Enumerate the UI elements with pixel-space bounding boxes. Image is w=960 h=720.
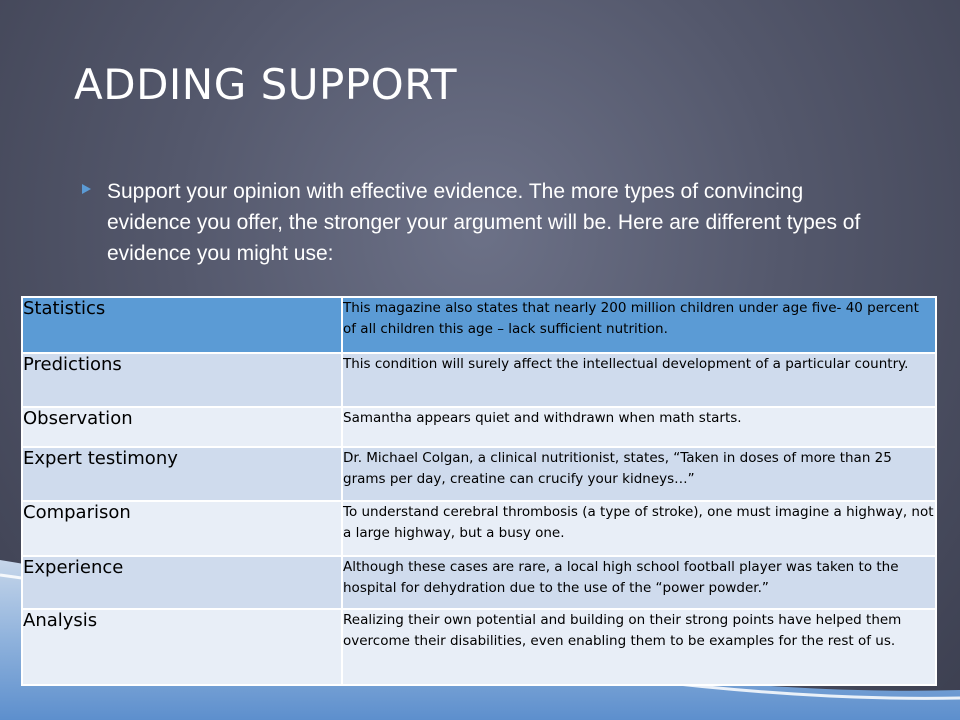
triangle-bullet-icon [82, 184, 91, 194]
evidence-type-cell: Experience [22, 556, 342, 609]
bullet-text: Support your opinion with effective evidence. The more types of convincing evidence you offer, the stronger your argument will be. Here are different types of evidence you might use: [107, 180, 861, 265]
table-row [22, 353, 936, 407]
evidence-type-cell: Comparison [22, 501, 342, 556]
evidence-example-cell: Although these cases are rare, a local high school football player was taken to the hospital for dehydration due to the use of the “power powder.” [342, 556, 936, 609]
evidence-example-cell: Dr. Michael Colgan, a clinical nutritionist, states, “Taken in doses of more than 25 grams per day, creatine can crucify your kidneys…” [342, 447, 936, 501]
table-row [22, 556, 936, 609]
bullet-item [82, 176, 882, 269]
table-row [22, 501, 936, 556]
evidence-example-cell: Realizing their own potential and building on their strong points have helped them overcome their disabilities, even enabling them to be examples for the rest of us. [342, 609, 936, 685]
table-row [22, 407, 936, 447]
evidence-example-cell: Samantha appears quiet and withdrawn when math starts. [342, 407, 936, 447]
table-row [22, 609, 936, 685]
evidence-type-cell: Expert testimony [22, 447, 342, 501]
evidence-type-cell: Statistics [22, 297, 342, 353]
evidence-type-cell: Analysis [22, 609, 342, 685]
evidence-table [21, 296, 937, 686]
table-row [22, 447, 936, 501]
evidence-example-cell: This condition will surely affect the intellectual development of a particular country. [342, 353, 936, 407]
slide-title: ADDING SUPPORT [74, 60, 458, 109]
evidence-example-cell: To understand cerebral thrombosis (a type of stroke), one must imagine a highway, not a large highway, but a busy one. [342, 501, 936, 556]
evidence-example-cell: This magazine also states that nearly 200 million children under age five- 40 percent of all children this age – lack sufficient nutrition. [342, 297, 936, 353]
evidence-type-cell: Observation [22, 407, 342, 447]
evidence-type-cell: Predictions [22, 353, 342, 407]
table-row [22, 297, 936, 353]
